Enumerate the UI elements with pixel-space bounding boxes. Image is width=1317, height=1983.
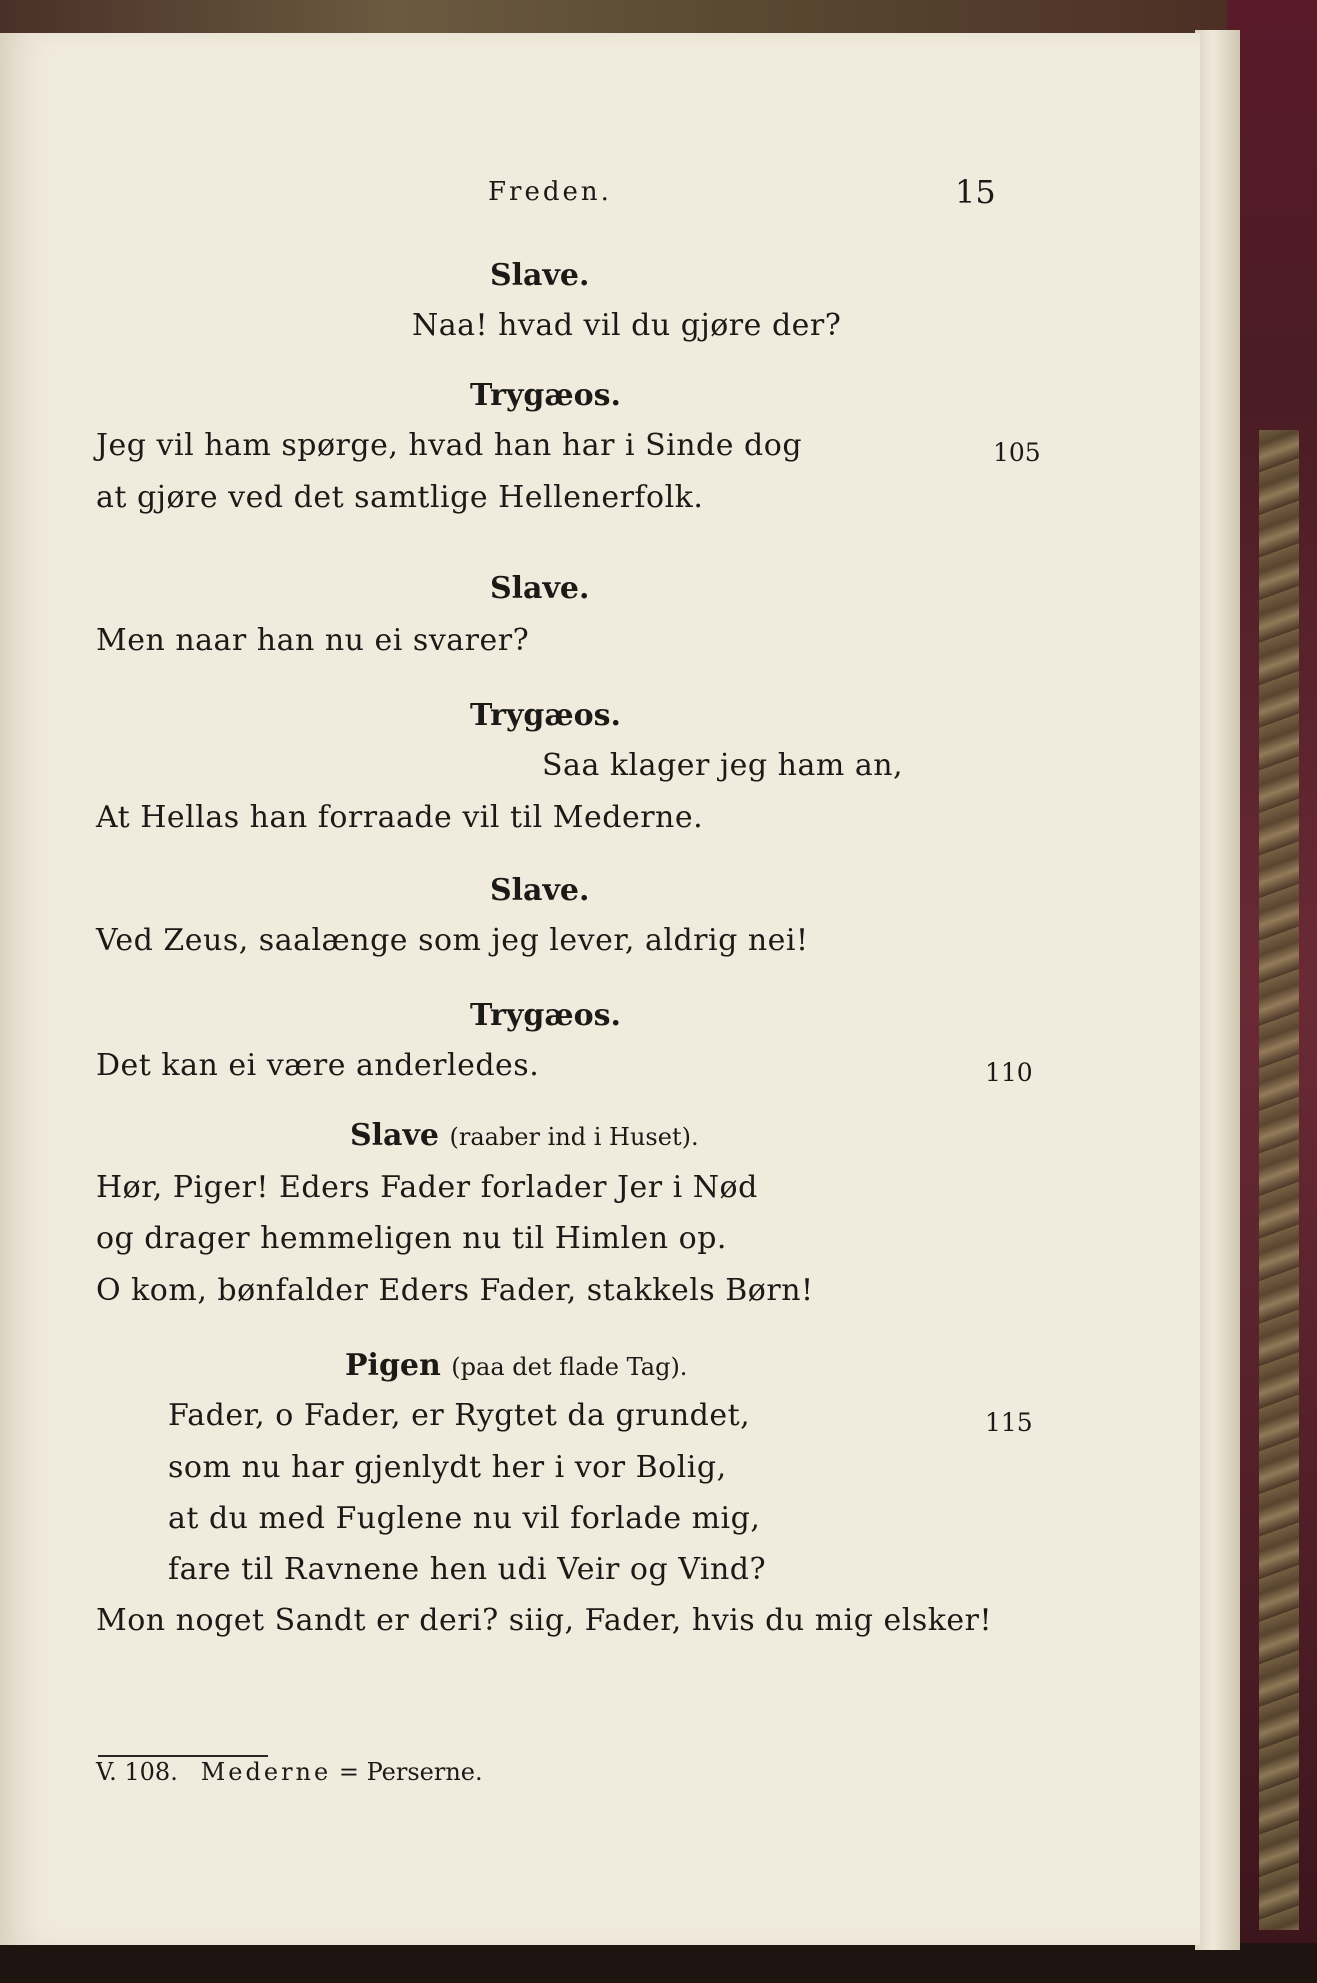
page-number: 15 bbox=[955, 173, 996, 211]
verse-line: Men naar han nu ei svarer? bbox=[96, 623, 530, 658]
running-header: Freden. bbox=[488, 177, 612, 207]
speaker-name: Slave bbox=[350, 1118, 440, 1153]
line-number: 115 bbox=[985, 1408, 1033, 1437]
page-stack-edge bbox=[1195, 30, 1240, 1950]
speaker-name: Slave. bbox=[490, 258, 590, 293]
stage-direction: (raaber ind i Huset). bbox=[449, 1123, 699, 1151]
verse-line: at du med Fuglene nu vil forlade mig, bbox=[168, 1501, 761, 1536]
speaker-name: Trygæos. bbox=[470, 998, 621, 1033]
verse-line: fare til Ravnene hen udi Veir og Vind? bbox=[168, 1552, 767, 1587]
footnote-equals: = bbox=[338, 1758, 359, 1786]
footnote-ref: V. 108. bbox=[96, 1758, 178, 1786]
footnote bbox=[96, 1758, 483, 1786]
speaker-name: Pigen bbox=[345, 1348, 441, 1383]
verse-line: at gjøre ved det samtlige Hellenerfolk. bbox=[96, 480, 704, 515]
book-cover-edge bbox=[1227, 0, 1317, 1983]
verse-line: At Hellas han forraade vil til Mederne. bbox=[96, 800, 704, 835]
speaker-with-direction bbox=[345, 1348, 687, 1383]
speaker-name: Trygæos. bbox=[470, 378, 621, 413]
speaker-name: Slave. bbox=[490, 873, 590, 908]
verse-line: Fader, o Fader, er Rygtet da grundet, bbox=[168, 1398, 751, 1433]
verse-line: Jeg vil ham spørge, hvad han har i Sinde dog bbox=[96, 428, 803, 463]
line-number: 105 bbox=[993, 438, 1041, 467]
book-binding-bottom bbox=[0, 1943, 1317, 1983]
verse-line: Saa klager jeg ham an, bbox=[542, 748, 904, 783]
marbled-endpaper bbox=[1259, 430, 1299, 1930]
footnote-rule bbox=[98, 1755, 268, 1757]
verse-line: Naa! hvad vil du gjøre der? bbox=[412, 308, 842, 343]
speaker-with-direction bbox=[350, 1118, 699, 1153]
verse-line: O kom, bønfalder Eders Fader, stakkels Børn! bbox=[96, 1273, 814, 1308]
footnote-term: Mederne bbox=[200, 1758, 332, 1786]
verse-line: Hør, Piger! Eders Fader forlader Jer i Nød bbox=[96, 1170, 758, 1205]
stage-direction: (paa det flade Tag). bbox=[451, 1353, 688, 1381]
verse-line: Ved Zeus, saalænge som jeg lever, aldrig nei! bbox=[96, 923, 809, 958]
speaker-name: Trygæos. bbox=[470, 698, 621, 733]
verse-line: Mon noget Sandt er deri? siig, Fader, hvis du mig elsker! bbox=[96, 1603, 993, 1638]
book-page bbox=[0, 33, 1200, 1945]
footnote-gloss: Perserne. bbox=[366, 1758, 483, 1786]
verse-line: og drager hemmeligen nu til Himlen op. bbox=[96, 1221, 727, 1256]
verse-line: som nu har gjenlydt her i vor Bolig, bbox=[168, 1450, 727, 1485]
speaker-name: Slave. bbox=[490, 571, 590, 606]
verse-line: Det kan ei være anderledes. bbox=[96, 1048, 540, 1083]
line-number: 110 bbox=[985, 1058, 1033, 1087]
